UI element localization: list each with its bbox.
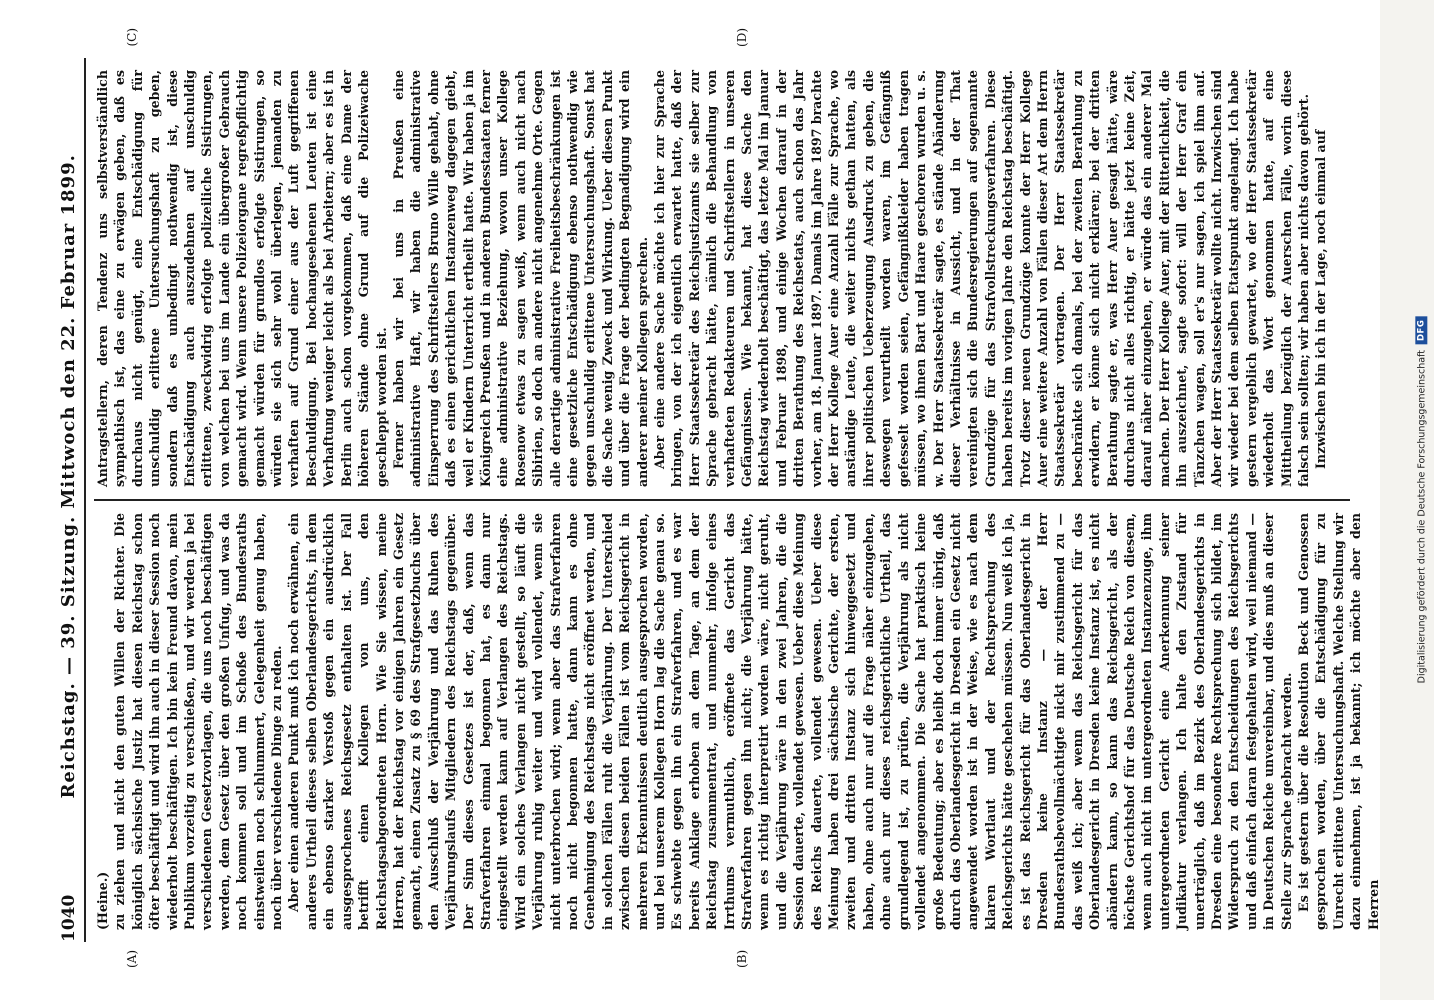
page-number: 1040 [59, 894, 79, 942]
paragraph: Es ist gestern über die Resolution Beck und Genossen gesprochen worden, über die Entschädigung für zu Unrecht erlittene Untersuchungshaft. Welche Stellung wir dazu einnehmen, ist ja bekannt; ich möchte aber den Herren [1296, 513, 1381, 930]
margin-marker-c: (C) [125, 28, 139, 47]
paragraph: Aber eine andere Sache möchte ich hier zur Sprache bringen, von der ich eigentlich erwartet hatte, daß der Herr Staatssekretär des Reichsjustizamts sie selber zur Sprache gebracht hätte, nämlich die Behandlung von verhafteten Redakteuren und Schriftstellern in unseren Gefängnissen. Wie bekannt, hat diese Sache den Reichstag wiederholt beschäftigt, das letzte Mal im Januar und Februar 1898, und einige Wochen darauf in der dritten Berathung des Reichsetats, auch schon das Jahr vorher, am 18. Januar 1897. Damals im Jahre 1897 brachte der Herr Kollege Auer eine Anzahl Fälle zur Sprache, wo anständige Leute, die weiter nichts gethan hatten, als ihrer politischen Ueberzeugung Ausdruck zu geben, die deswegen verurtheilt worden waren, im Gefängniß gefesselt worden seien, Gefängnißkleider haben tragen müssen, wo ihnen Bart und Haare geschoren wurden u. s. w. Der Herr Staatssekretär sagte, es stände Abänderung dieser Verhältnisse in Aussicht, und in der That vereinigten sich die Bundesregierungen auf sogenannte Grundzüge für das Strafvollstreckungsverfahren. Diese haben bereits im vorigen Jahre den Reichstag beschäftigt. Trotz dieser neuen Grundzüge konnte der Herr Kollege Auer eine weitere Anzahl von Fällen dieser Art dem Herrn Staatssekretär vortragen. Der Herr Staatssekretär beschränkte sich damals, bei der zweiten Berathung zu erwidern, er könne sich nicht erklären; bei der dritten Berathung sagte er, was Herr Auer gesagt hätte, wäre durchaus nicht alles richtig, er hätte jetzt keine Zeit, darauf näher einzugehen, er würde das ein anderer Mal machen. Der Herr Kollege Auer, mit der Ritterlichkeit, die ihn auszeichnet, sagte sofort: will der Herr Graf ein Tänzchen wagen, soll er's nur sagen, ich spiel ihm auf. Aber der Herr Staatssekretär wollte nicht. Inzwischen sind wir wieder bei dem selben Etatspunkt angelangt. Ich habe gestern vergeblich gewartet, wo der Herr Staatssekretär wiederholt das Wort genommen hatte, auf eine Mittheilung bezüglich der Auerschen Fälle, worin diese falsch sein sollten; wir haben aber nichts davon gehört. [652, 70, 1312, 487]
credit-text: Digitalisierung gefördert durch die Deutsche Forschungsgemeinschaft [1415, 350, 1427, 684]
paragraph: Inzwischen bin ich in der Lage, noch einmal auf [1313, 129, 1329, 469]
speaker-label [94, 513, 111, 930]
paragraph: Antragstellern, deren Tendenz uns selbstverständlich sympathisch ist, das eine zu erwägen geben, daß es durchaus nicht genügt, eine Entschädigung für unschuldig erlittene Untersuchungshaft zu geben, sondern daß es unbedingt nothwendig ist, diese Entschädigung auch auszudehnen auf unschuldig erlittene, zweckwidrig erfolgte polizeiliche Sistirungen, von welchen bei uns im Lande ein übergroßer Gebrauch gemacht wird. Wenn unsere Polizeiorgane regreßpflichtig gemacht würden für grundlos erfolgte Sistirungen, so würden sie sich sehr wohl überlegen, jemanden zu verhaften auf Grund einer aus der Luft gegriffenen Beschuldigung. Bei hochangesehenen Leuten ist eine Verhaftung weniger leicht als bei Arbeitern; aber es ist in Berlin auch schon vorgekommen, daß eine Dame der höheren Stände ohne Grund auf die Polizeiwache geschleppt worden ist. [95, 70, 389, 487]
text-columns [94, 28, 1381, 968]
dfg-logo: DFG [1415, 317, 1427, 344]
margin-marker-b: (B) [735, 949, 749, 968]
paragraph: Ferner haben wir bei uns in Preußen eine administrative Haft, wir haben die administrative Einsperrung des Schriftstellers Bruno Wille gehabt, ohne daß es einen gerichtlichen Instanzenweg dagegen giebt, weil er Kindern Unterricht ertheilt hatte. Wir haben ja im Königreich Preußen und in anderen Bundesstaaten ferner eine administrative Beziehung, wovon unser Kollege Rosenow etwas zu sagen weiß, wenn auch nicht nach Sibirien, so doch an andere nicht angenehme Orte. Gegen alle derartige administrative Freiheitsbeschränkungen ist eine gesetzliche Entschädigung ebenso nothwendig wie gegen unschuldig erlittene Untersuchungshaft. Sonst hat die Sache wenig Zweck und Wirkung. Ueber diesen Punkt und über die Frage der bedingten Begnadigung wird ein anderer meiner Kollegen sprechen. [390, 70, 650, 487]
speaker-name: (Heine.) [95, 871, 110, 930]
digitization-credit [1412, 10, 1430, 990]
left-column [94, 499, 1381, 968]
running-head [58, 58, 86, 942]
paragraph: zu ziehen und nicht den guten Willen der Richter. Die königlich sächsische Justiz hat diesen Reichstag schon öfter beschäftigt und wird ihn auch in dieser Session noch wiederholt beschäftigen. Ich bin kein Freund davon, mein Publikum vorzeitig zu verschießen, und wir werden ja bei verschiedenen Gesetzvorlagen, die uns noch beschäftigen werden, dem Gesetz über den großen Unfug, und was da noch kommen soll und im Schoße des Bundesraths einstweilen noch schlummert, Gelegenheit genug haben, noch über verschiedene Dinge zu reden. [112, 513, 285, 930]
right-column [94, 28, 1350, 499]
running-title: Reichstag. — 39. Sitzung. Mittwoch den 22. Februar 1899. [58, 154, 79, 799]
page-content [58, 28, 1381, 968]
margin-marker-a: (A) [125, 949, 139, 968]
paragraph: Aber einen anderen Punkt muß ich noch erwähnen, ein anderes Urtheil dieses selben Oberlandesgerichts, in dem ein ebenso starker Verstoß gegen ein ausdrücklich ausgesprochenes Reichsgesetz enthalten ist. Der Fall betrifft einen Kollegen von uns, den Reichstagsabgeordneten Horn. Wie Sie wissen, meine Herren, hat der Reichstag vor einigen Jahren ein Gesetz gemacht, einen Zusatz zu § 69 des Strafgesetzbuchs über den Ausschluß der Verjährung und das Ruhen des Verjährungslaufs Mitgliedern des Reichstags gegenüber. Der Sinn dieses Gesetzes ist der, daß, wenn das Strafverfahren einmal begonnen hat, es dann nur eingestellt werden kann auf Verlangen des Reichstags. Wird ein solches Verlangen nicht gestellt, so läuft die Verjährung ruhig weiter und wird vollendet, wenn sie nicht unterbrochen wird; wenn aber das Strafverfahren noch nicht begonnen hatte, dann kann es ohne Genehmigung des Reichstags nicht eröffnet werden, und in solchen Fällen ruht die Verjährung. Der Unterschied zwischen diesen beiden Fällen ist vom Reichsgericht in mehreren Erkenntnissen deutlich ausgesprochen worden, und bei unserem Kollegen Horn lag die Sache genau so. Es schwebte gegen ihn ein Strafverfahren, und es war bereits Anklage erhoben an dem Tage, an dem der Reichstag zusammentrat, und nunmehr, infolge eines Irrthums vermuthlich, eröffnete das Gericht das Strafverfahren gegen ihn nicht; die Verjährung hätte, wenn es richtig interpretirt worden wäre, nicht geruht, und die Verjährung wäre in den zwei Jahren, die die Session dauerte, vollendet gewesen. Ueber diese Meinung des Reichs dauerte, vollendet gewesen. Ueber diese Meinung haben drei sächsische Gerichte, der ersten, zweiten und dritten Instanz sich hinweggesetzt und haben, ohne auch nur auf die Frage näher einzugehen, ohne auch nur dieses reichsgerichtliche Urtheil, das grundlegend ist, zu prüfen, die Verjährung als nicht vollendet angenommen. Die Sache hat praktisch keine große Bedeutung; aber es bleibt doch immer übrig, daß durch das Oberlandesgericht in Dresden ein Gesetz nicht angewendet worden ist in der Weise, wie es nach dem klaren Wortlaut und der Rechtsprechung des Reichsgerichts hätte geschehen müssen. Nun weiß ich ja, es ist das Reichsgericht für das Oberlandesgericht in Dresden keine Instanz — der Herr Bundesrathsbevollmächtigte nickt mir zustimmend zu — das weiß ich; aber wenn das Reichsgericht für das Oberlandesgericht in Dresden keine Instanz ist, es nicht abändern kann, so kann das Reichsgericht, als der höchste Gerichtshof für das Deutsche Reich von diesem, wenn auch nicht im untergeordneten Instanzenzuge, ihm untergeordneten Gericht eine Anerkennung seiner Judikatur verlangen. Ich halte den Zustand für unerträglich, daß im Bezirk des Oberlandesgerichts in Dresden eine besondere Rechtsprechung sich bildet, im Widerspruch zu den Entscheidungen des Reichsgerichts und daß einfach daran festgehalten wird, weil niemand — in Deutschen Reiche unvereinbar, und dies muß an dieser Stelle zur Sprache gebracht werden. [286, 513, 1294, 930]
margin-marker-d: (D) [735, 28, 749, 47]
